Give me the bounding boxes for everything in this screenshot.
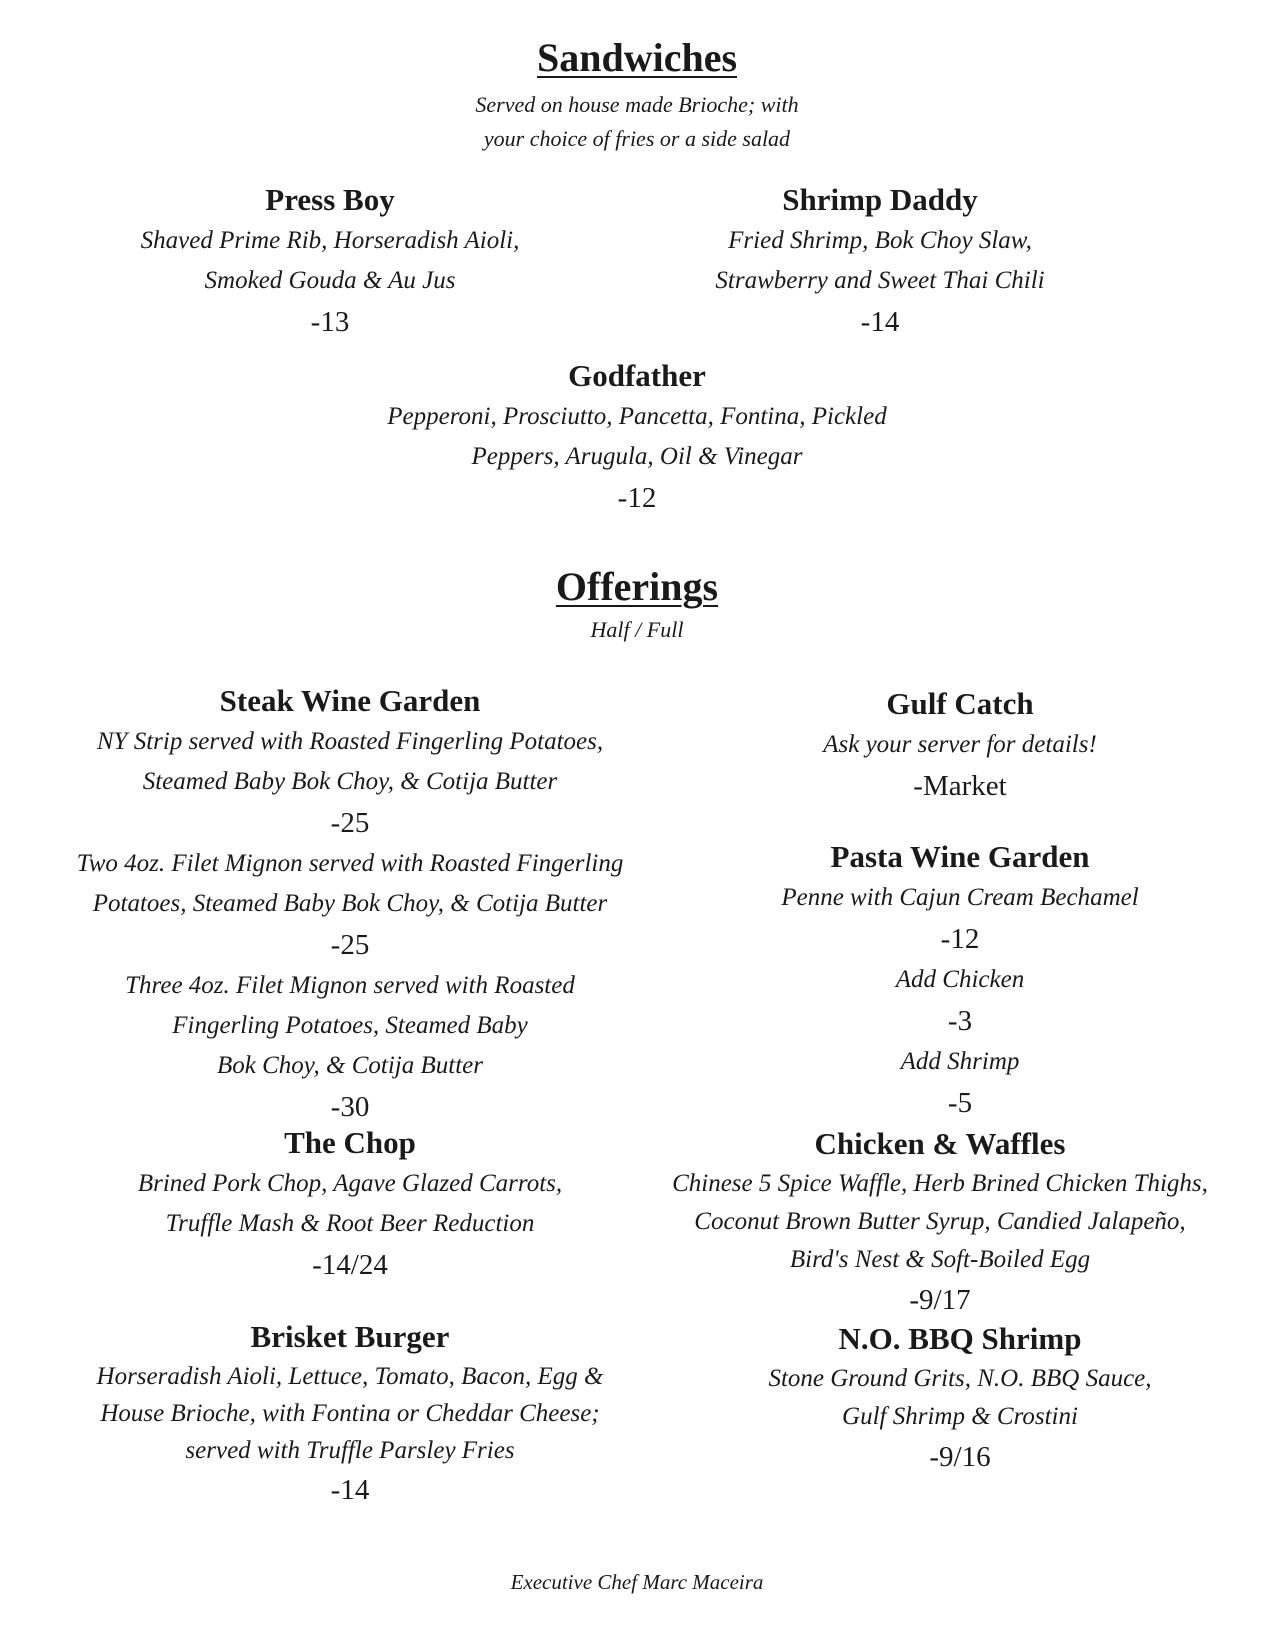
menu-item-godfather [337,355,937,519]
item-description-line1: Fried Shrimp, Bok Choy Slaw, [728,227,1032,254]
menu-item-no-bbq-shrimp [680,1318,1240,1478]
item-price: -14 [860,306,900,338]
item-name: Brisket Burger [250,1319,450,1354]
item-description-line1: Horseradish Aioli, Lettuce, Tomato, Bacon, Egg & [96,1363,604,1390]
item-description-line1: Chinese 5 Spice Waffle, Herb Brined Chicken Thighs, [672,1170,1208,1197]
item-name: Press Boy [265,182,395,217]
item-price: -12 [940,923,980,955]
item-description-line2: Gulf Shrimp & Crostini [842,1403,1078,1430]
item-name: Pasta Wine Garden [830,839,1090,874]
menu-item-gulf-catch [680,683,1240,807]
item-price: -13 [310,306,350,338]
item-name: Steak Wine Garden [219,683,481,718]
item-name: N.O. BBQ Shrimp [838,1321,1082,1356]
item-price: -12 [617,482,657,514]
menu-item-the-chop [20,1122,680,1286]
menu-item-pasta-wine-garden [680,836,1240,1124]
item-description-line3: served with Truffle Parsley Fries [185,1437,515,1464]
item-description-line2: Coconut Brown Butter Syrup, Candied Jalapeño, [694,1208,1186,1235]
menu-item-press-boy [70,179,590,343]
offerings-title: Offerings [555,564,719,609]
item-description: Ask your server for details! [823,731,1097,758]
steak-option3-line2: Fingerling Potatoes, Steamed Baby [172,1012,528,1039]
offerings-header [437,563,837,647]
menu-item-steak-wine-garden [20,680,680,1128]
item-description: Penne with Cajun Cream Bechamel [781,884,1139,911]
item-name: Godfather [568,358,706,393]
add-chicken-price: -3 [947,1005,973,1037]
steak-option1-line1: NY Strip served with Roasted Fingerling Potatoes, [96,728,604,755]
item-name: Gulf Catch [886,686,1034,721]
item-price: -9/16 [929,1441,991,1473]
item-description-line2: Smoked Gouda & Au Jus [204,267,456,294]
steak-option2-line2: Potatoes, Steamed Baby Bok Choy, & Cotija Butter [92,890,608,917]
item-description-line1: Stone Ground Grits, N.O. BBQ Sauce, [768,1365,1152,1392]
steak-option2-price: -25 [330,929,370,961]
sandwiches-header [337,34,937,156]
offerings-subtitle: Half / Full [590,617,684,642]
add-chicken-label: Add Chicken [895,966,1025,993]
item-description-line2: Peppers, Arugula, Oil & Vinegar [471,443,803,470]
steak-option3-price: -30 [330,1091,370,1123]
add-shrimp-label: Add Shrimp [900,1048,1020,1075]
item-name: The Chop [284,1125,416,1160]
sandwiches-title: Sandwiches [536,35,738,80]
item-description-line2: Strawberry and Sweet Thai Chili [715,267,1045,294]
item-price: -14/24 [312,1249,388,1281]
sandwiches-subtitle-line1: Served on house made Brioche; with [475,92,799,117]
steak-option1-line2: Steamed Baby Bok Choy, & Cotija Butter [142,768,558,795]
item-price: -Market [913,770,1007,802]
item-price: -14 [330,1474,370,1506]
item-name: Chicken & Waffles [814,1126,1066,1161]
item-description-line2: House Brioche, with Fontina or Cheddar Cheese; [100,1400,600,1427]
item-description-line2: Truffle Mash & Root Beer Reduction [165,1210,535,1237]
item-description-line1: Pepperoni, Prosciutto, Pancetta, Fontina, Pickled [387,403,887,430]
item-description-line1: Shaved Prime Rib, Horseradish Aioli, [140,227,520,254]
item-description-line1: Brined Pork Chop, Agave Glazed Carrots, [137,1170,563,1197]
steak-option2-line1: Two 4oz. Filet Mignon served with Roasted Fingerling [76,850,624,877]
steak-option3-line3: Bok Choy, & Cotija Butter [217,1052,483,1079]
menu-item-chicken-waffles [620,1123,1260,1321]
menu-item-brisket-burger [20,1316,680,1511]
sandwiches-subtitle-line2: your choice of fries or a side salad [483,126,791,151]
executive-chef-credit: Executive Chef Marc Maceira [510,1570,764,1594]
steak-option1-price: -25 [330,807,370,839]
item-description-line3: Bird's Nest & Soft-Boiled Egg [789,1246,1091,1273]
item-name: Shrimp Daddy [782,182,978,217]
add-shrimp-price: -5 [947,1087,973,1119]
menu-item-shrimp-daddy [620,179,1140,343]
item-price: -9/17 [909,1284,971,1316]
steak-option3-line1: Three 4oz. Filet Mignon served with Roasted [125,972,575,999]
